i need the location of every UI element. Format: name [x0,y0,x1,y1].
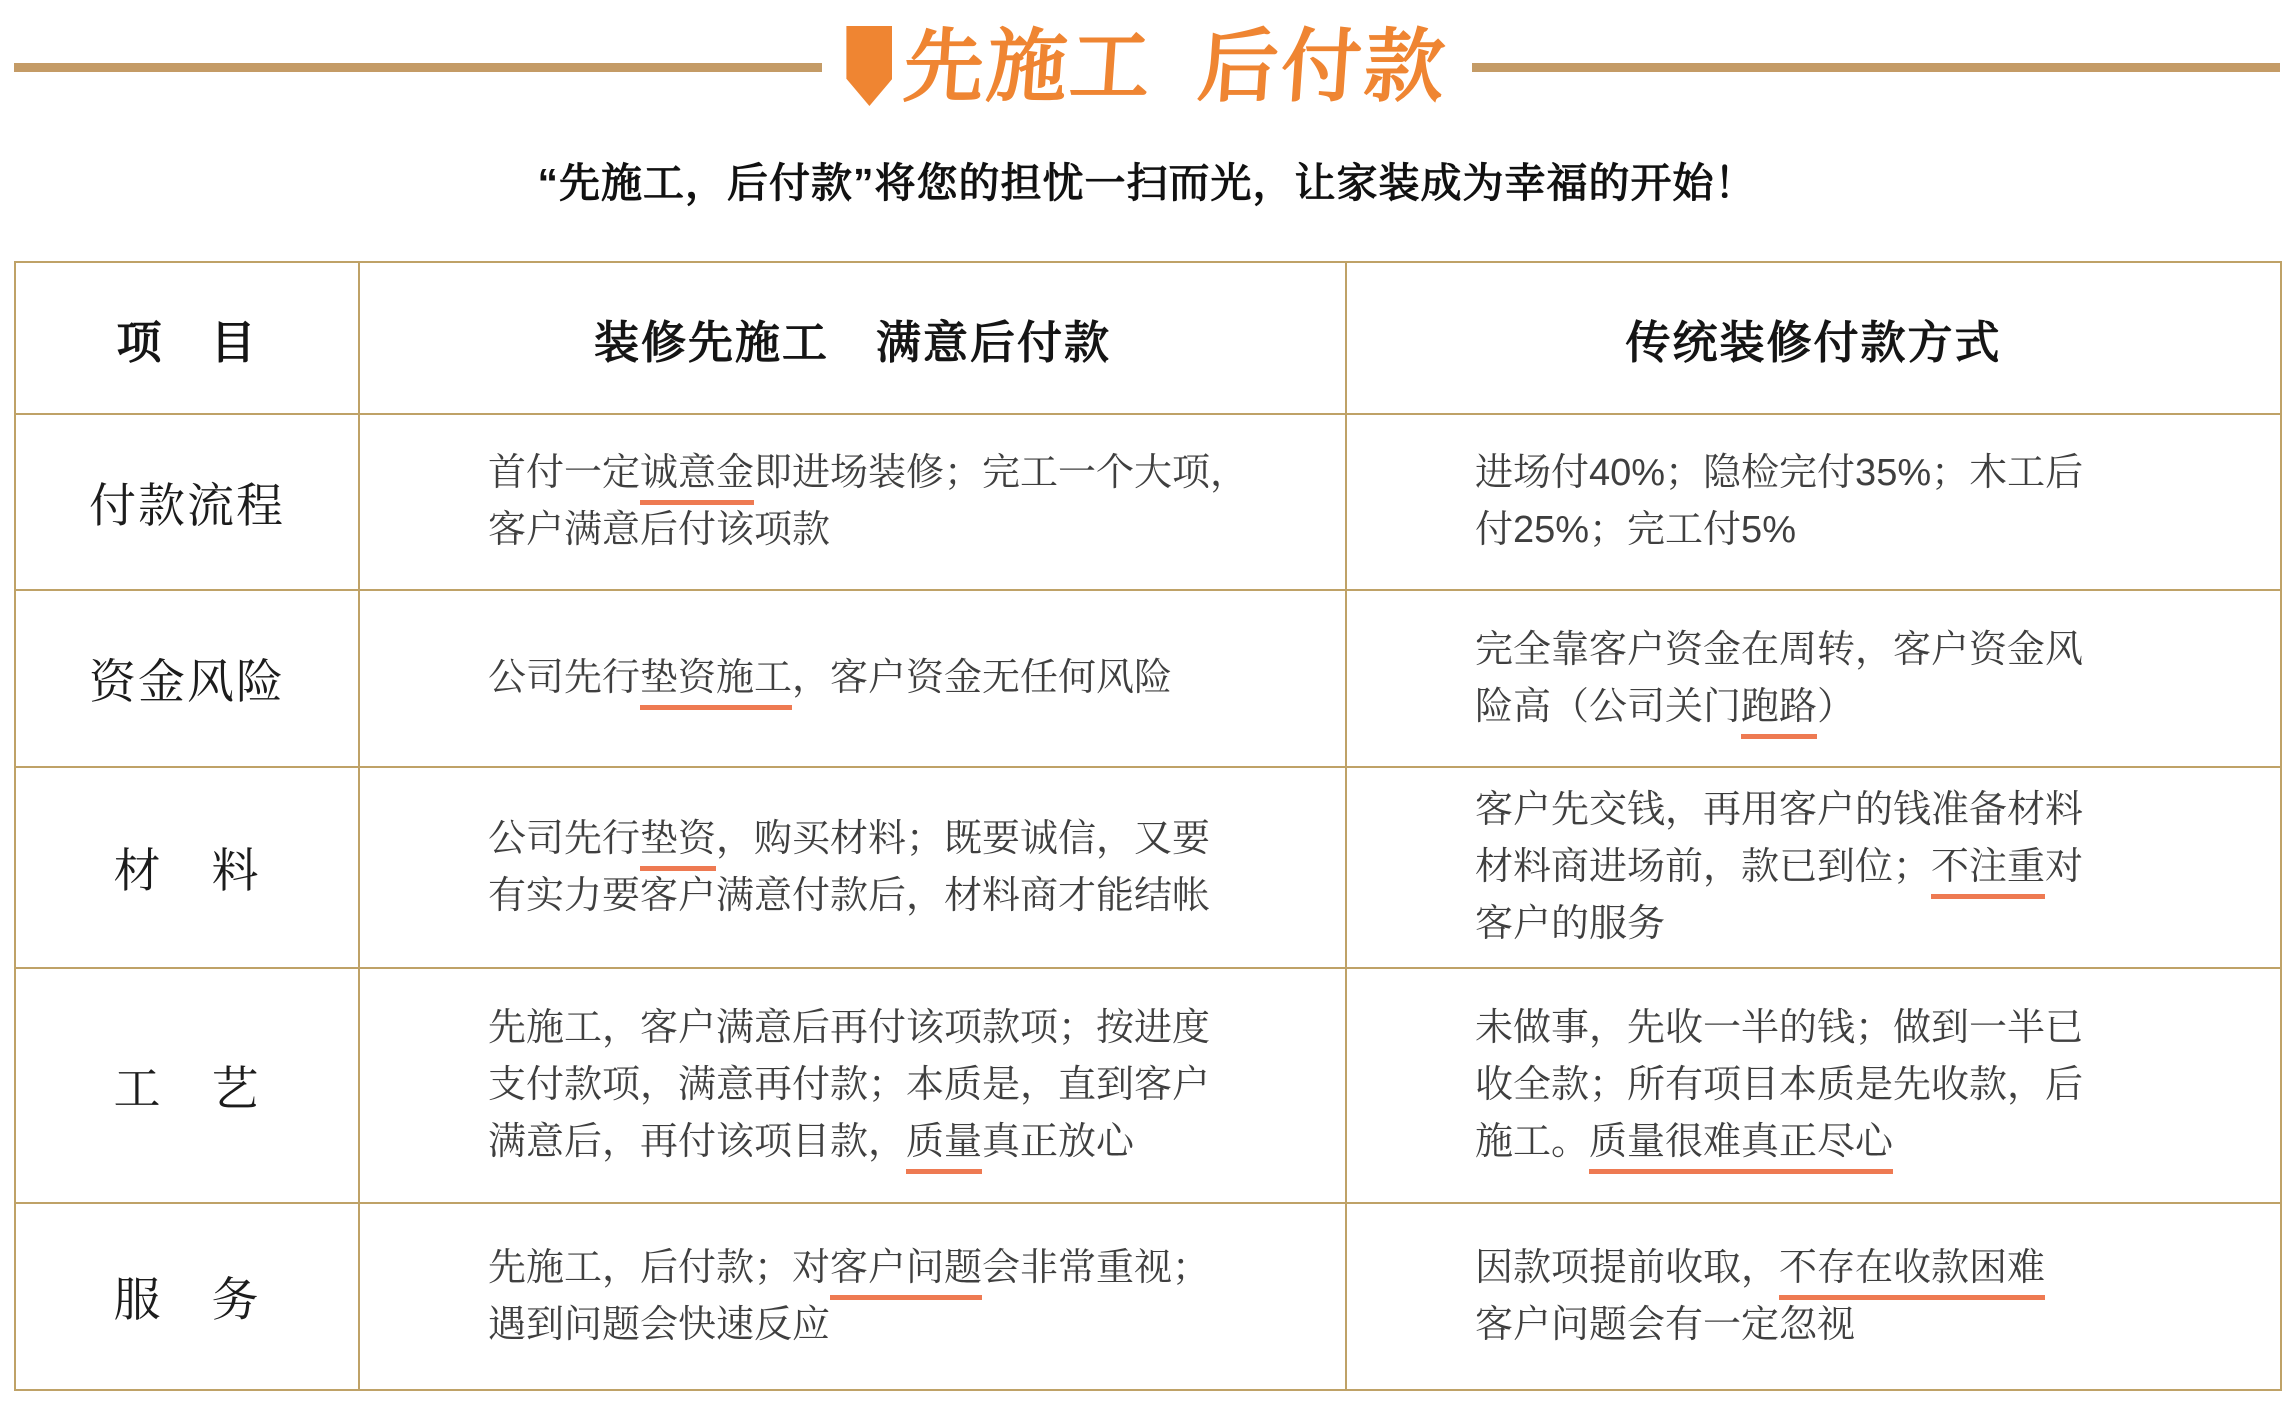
cell-traditional-materials [1346,767,2281,968]
cell-text: 公司先行 [488,657,641,699]
cell-traditional-service [1346,1203,2281,1390]
cell-traditional-capital-risk [1346,590,2281,767]
header-row [15,262,2281,414]
cell-text: 客户先交钱，再用客户的钱准备材料 [1475,789,2084,831]
row-label-payment-process: 付款流程 [15,414,359,590]
cell-text: 遇到问题会快速反应 [488,1303,831,1346]
page-title: 先施工 后付款 [901,22,1451,111]
cell-ours-materials [359,767,1346,968]
cell-traditional-craftsmanship [1346,968,2281,1203]
cell-text: 对 [2045,846,2084,888]
highlighted-text: 不存在收款困难 [1779,1247,2045,1300]
left-divider-line [14,63,822,72]
row-label-capital-risk: 资金风险 [15,590,359,767]
cell-text: 真正放心 [982,1121,1135,1163]
highlighted-text: 诚意金 [640,452,754,505]
cell-text: 先施工，客户满意后再付该项款项；按进度 [488,1007,1211,1049]
cell-text: 会非常重视； [982,1246,1211,1289]
cell-ours-craftsmanship [359,968,1346,1203]
table-body [15,414,2281,1390]
shield-banner-icon [846,26,892,106]
cell-text: 公司先行 [488,817,641,860]
cell-text: 客户的服务 [1475,903,1666,945]
column-header-traditional: 传统装修付款方式 [1346,262,2281,414]
cell-text: 付25%；完工付5% [1475,509,1796,551]
cell-ours-payment-process [359,414,1346,590]
highlighted-text: 客户问题 [830,1247,982,1300]
cell-text: ） [1817,685,1856,728]
highlighted-text: 跑路 [1741,686,1817,739]
cell-traditional-payment-process [1346,414,2281,590]
cell-text: 因款项提前收取， [1475,1246,1780,1289]
cell-text: 未做事，先收一半的钱；做到一半已 [1475,1007,2084,1049]
comparison-table [14,261,2282,1391]
cell-text: 满意后，再付该项目款， [488,1121,907,1163]
table-row-capital-risk [15,590,2281,767]
column-header-item: 项 目 [15,262,359,414]
masthead [14,14,2280,120]
table-row-craftsmanship [15,968,2281,1203]
cell-text: 支付款项，满意再付款；本质是，直到客户 [488,1064,1211,1106]
highlighted-text: 质量很难真正尽心 [1589,1121,1893,1174]
cell-text: 施工。 [1475,1121,1590,1163]
right-divider-line [1472,63,2280,72]
highlighted-text: 垫资 [640,818,716,871]
table-row-service [15,1203,2281,1390]
cell-text: 进场付40%；隐检完付35%；木工后 [1475,452,2084,494]
highlighted-text: 不注重 [1931,846,2045,899]
table-row-materials [15,767,2281,968]
cell-text: 客户满意后付该项款 [488,509,831,551]
highlighted-text: 质量 [906,1121,982,1174]
cell-text: 有实力要客户满意付款后，材料商才能结帐 [488,874,1211,917]
column-header-construct-first: 装修先施工 满意后付款 [359,262,1346,414]
cell-text: 收全款；所有项目本质是先收款，后 [1475,1064,2084,1106]
cell-text: 先施工，后付款；对 [488,1246,831,1289]
table-header [15,262,2281,414]
subtitle: “先施工，后付款”将您的担忧一扫而光，让家装成为幸福的开始！ [537,160,1757,206]
cell-text: ，购买材料；既要诚信，又要 [716,817,1211,860]
row-label-materials: 材 料 [15,767,359,968]
cell-ours-capital-risk [359,590,1346,767]
cell-text: 材料商进场前，款已到位； [1475,846,1932,888]
cell-text: 即进场装修；完工一个大项， [754,452,1249,494]
cell-text: 险高（公司关门 [1475,685,1742,728]
cell-ours-service [359,1203,1346,1390]
row-label-service: 服 务 [15,1203,359,1390]
cell-text: 首付一定 [488,452,641,494]
row-label-craftsmanship: 工 艺 [15,968,359,1203]
highlighted-text: 垫资施工 [640,657,792,710]
cell-text: ，客户资金无任何风险 [792,657,1173,699]
table-row-payment-process [15,414,2281,590]
cell-text: 客户问题会有一定忽视 [1475,1303,1856,1346]
cell-text: 完全靠客户资金在周转，客户资金风 [1475,628,2084,671]
title-group [846,22,1451,111]
